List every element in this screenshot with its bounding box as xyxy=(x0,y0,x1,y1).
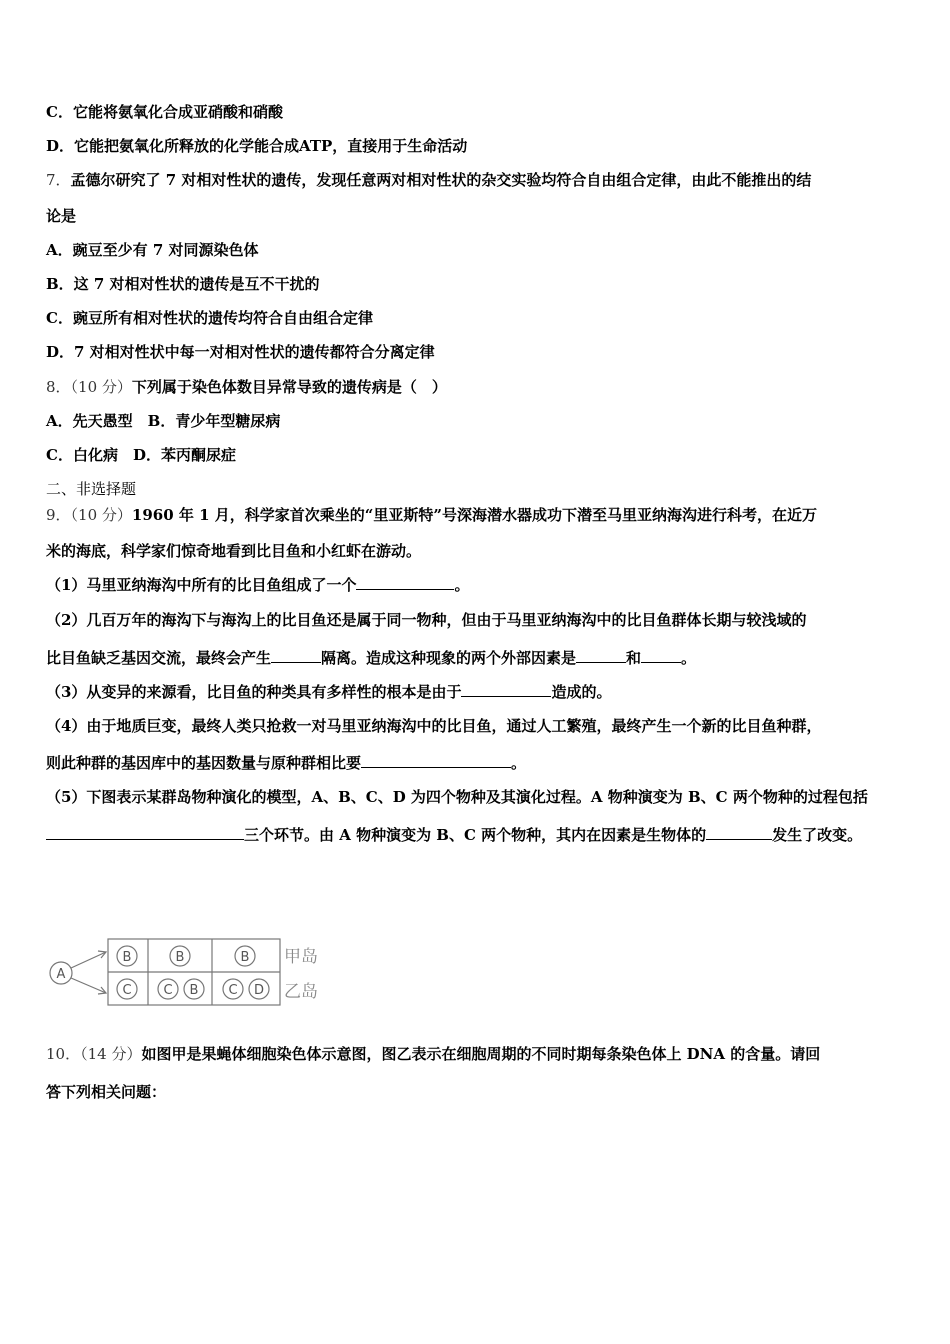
q8-options-cd: C．白化病 D．苯丙酮尿症 xyxy=(46,446,236,464)
q9-part5-text: 三个环节。由 A 物种演变为 B、C 两个物种，其内在因素是生物体的 xyxy=(244,826,707,844)
q9-part5-end: 发生了改变。 xyxy=(772,826,863,844)
q7-stem-text: 孟德尔研究了 7 对相对性状的遗传，发现任意两对相对性状的杂交实验均符合自由组合定律，由此不能推出的结 xyxy=(70,171,812,189)
species-d-label: D xyxy=(253,983,265,998)
arrow-to-yi xyxy=(71,978,106,993)
q7-option-c: C．豌豆所有相对性状的遗传均符合自由组合定律 xyxy=(46,309,373,327)
species-c-label: C xyxy=(122,983,132,998)
island-yi-label: 乙岛 xyxy=(284,982,318,1002)
species-b-label: B xyxy=(189,983,199,998)
q9-part3-text: （3）从变异的来源看，比目鱼的种类具有多样性的根本是由于 xyxy=(46,683,462,701)
island-speciation-diagram xyxy=(44,933,334,1007)
q7-number: 7． xyxy=(46,171,71,189)
answer-blank[interactable] xyxy=(706,825,772,840)
q9-part4-text: 则此种群的基因库中的基因数量与原种群相比要 xyxy=(46,754,362,772)
q9-part2-text-c: 和 xyxy=(626,649,642,667)
q9-part4-line1: （4）由于地质巨变，最终人类只抢救一对马里亚纳海沟中的比目鱼，通过人工繁殖，最终产生一个新的比目鱼种群， xyxy=(46,717,822,735)
q9-stem-text: 1960 年 1 月，科学家首次乘坐的“里亚斯特”号深海潜水器成功下潜至马里亚纳海沟进行科考，在近万 xyxy=(131,506,818,524)
q9-part5-line2 xyxy=(46,825,862,845)
species-b-label: B xyxy=(175,950,185,965)
q8-number: 8． xyxy=(46,378,71,396)
q10-number: 10． xyxy=(46,1045,81,1063)
q6-option-d: D．它能把氨氧化所释放的化学能合成ATP，直接用于生命活动 xyxy=(46,137,468,155)
q9-stem-line2: 米的海底，科学家们惊奇地看到比目鱼和小红虾在游动。 xyxy=(46,542,422,560)
q9-part3-end: 造成的。 xyxy=(551,683,612,701)
q9-number: 9． xyxy=(46,506,71,524)
q9-part4-line2 xyxy=(46,753,526,773)
species-c-label: C xyxy=(228,983,238,998)
species-a-label: A xyxy=(56,967,66,982)
q9-part1 xyxy=(46,575,469,595)
q9-part1-text: （1）马里亚纳海沟中所有的比目鱼组成了一个 xyxy=(46,576,357,594)
q9-stem-line1 xyxy=(46,505,817,525)
arrow-to-jia xyxy=(71,952,106,968)
q9-part2-text-a: 比目鱼缺乏基因交流，最终会产生 xyxy=(46,649,272,667)
q9-score: （10 分） xyxy=(70,506,132,524)
q10-score: （14 分） xyxy=(80,1045,142,1063)
answer-blank[interactable] xyxy=(271,648,321,663)
q7-option-b: B．这 7 对相对性状的遗传是互不干扰的 xyxy=(46,275,320,293)
q9-part2-line2 xyxy=(46,648,696,668)
species-b-label: B xyxy=(122,950,132,965)
q9-part1-end: 。 xyxy=(454,576,470,594)
answer-blank[interactable] xyxy=(641,648,681,663)
island-jia-label: 甲岛 xyxy=(284,947,318,967)
answer-blank[interactable] xyxy=(576,648,626,663)
species-c-label: C xyxy=(163,983,173,998)
q7-option-d: D．7 对相对性状中每一对相对性状的遗传都符合分离定律 xyxy=(46,343,435,361)
q9-part2-text-b: 隔离。造成这种现象的两个外部因素是 xyxy=(321,649,577,667)
section-heading: 二、非选择题 xyxy=(46,480,137,498)
q10-stem-line2: 答下列相关问题： xyxy=(46,1083,167,1101)
answer-blank[interactable] xyxy=(356,575,454,590)
q7-stem-line1 xyxy=(46,170,811,190)
q9-part4-end: 。 xyxy=(511,754,527,772)
q8-score: （10 分） xyxy=(70,378,132,396)
answer-blank[interactable] xyxy=(46,825,244,840)
q8-stem xyxy=(46,377,447,397)
q8-options-ab: A．先天愚型 B．青少年型糖尿病 xyxy=(46,412,281,430)
q9-part2-line1: （2）几百万年的海沟下与海沟上的比目鱼还是属于同一物种，但由于马里亚纳海沟中的比目鱼群体长期与较浅域的 xyxy=(46,611,807,629)
q8-stem-text: 下列属于染色体数目异常导致的遗传病是（ ） xyxy=(131,378,447,396)
species-b-label: B xyxy=(240,950,250,965)
q6-option-c: C．它能将氨氧化合成亚硝酸和硝酸 xyxy=(46,103,283,121)
answer-blank[interactable] xyxy=(361,753,511,768)
q9-part2-end: 。 xyxy=(681,649,697,667)
q10-stem-text: 如图甲是果蝇体细胞染色体示意图，图乙表示在细胞周期的不同时期每条染色体上 DNA 的含量。请回 xyxy=(141,1045,821,1063)
answer-blank[interactable] xyxy=(461,682,551,697)
q10-stem-line1 xyxy=(46,1044,820,1064)
q9-part5-line1: （5）下图表示某群岛物种演化的模型，A、B、C、D 为四个物种及其演化过程。A 物种演变为 B、C 两个物种的过程包括 xyxy=(46,788,868,806)
q7-option-a: A．豌豆至少有 7 对同源染色体 xyxy=(46,241,259,259)
q7-stem-line2: 论是 xyxy=(46,207,77,225)
q9-part3 xyxy=(46,682,611,702)
